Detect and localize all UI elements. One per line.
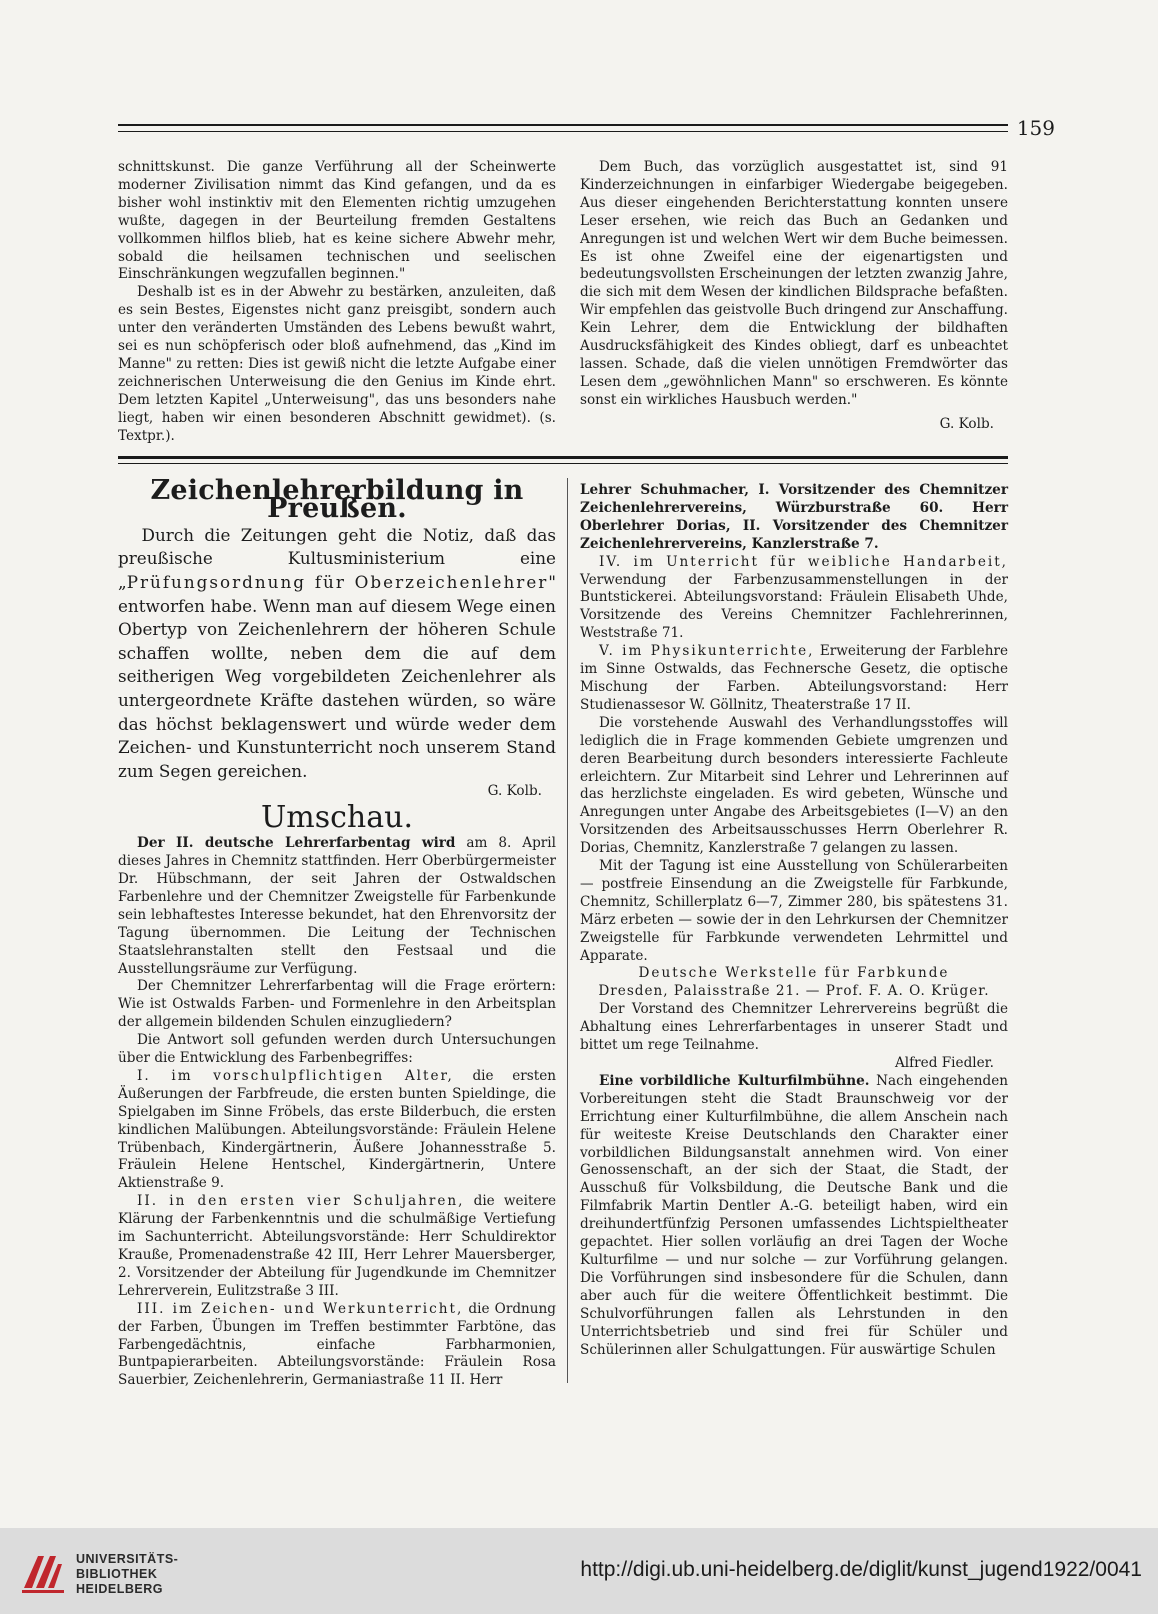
signature: G. Kolb. <box>487 783 542 800</box>
paragraph: Dem Buch, das vorzüglich ausgestattet ist, sind 91 Kinderzeichnungen in einfarbiger Wiedergabe beigegeben. Aus dieser eingehenden Berichterstattung konnten unsere Leser ersehen, wie reich das Buch an Gedanken und Anregungen ist und welchen Wert wir dem Buche beimessen. Es ist ohne Zweifel eine der eigenartigsten und bedeutungsvollsten Erscheinungen der letzten zwanzig Jahre, die sich mit dem Wesen der kindlichen Bildsprache befaßten. Wir empfehlen das geistvolle Buch dringend zur Anschaffung. Kein Lehrer, dem die Entwicklung der bildhaften Ausdrucksfähigkeit des Kindes obliegt, darf es unbeachtet lassen. Schade, daß die vielen unnötigen Fremdwörter das Lesen dem „gewöhnlichen Mann" so erschweren. Es könnte sonst ein wirkliches Hausbuch werden." <box>580 159 1008 408</box>
paragraph: Die Antwort soll gefunden werden durch Untersuchungen über die Entwicklung des Farbenbegriffes: <box>118 1032 556 1067</box>
paragraph: Die vorstehende Auswahl des Verhandlungsstoffes will lediglich die in Frage kommenden Gebiete umgrenzen und deren Bearbeitung durch besonders interessierte Fachleute erleichtern. Zur Mitarbeit sind Lehrer und Lehrerinnen auf das herzlichste eingeladen. Es wird gebeten, Wünsche und Anregungen unter Angabe des Arbeitsgebietes (I—V) an den Vorsitzenden des Arbeitsausschusses Herrn Oberlehrer R. Dorias, Chemnitz, Kanzlerstraße 7 gelangen zu lassen. <box>580 714 1008 857</box>
paragraph: Deshalb ist es in der Abwehr zu bestärken, anzuleiten, daß es sein Bestes, Eigenstes nicht ganz preisgibt, sondern auch unter den veränderten Umständen des Lebens bewußt wahrt, sei es nun schöpferisch oder bloß aufnehmend, das „Kind im Manne" zu retten: Dies ist gewiß nicht die letzte Aufgabe einer zeichnerischen Unterweisung die den Genius im Kinde ehrt. Dem letzten Kapitel „Unterweisung", das uns besonders nahe liegt, haben wir einen besonderen Abschnitt gewidmet). (s. Textpr.). <box>118 284 556 444</box>
header-rule-bottom <box>118 131 1008 132</box>
section-heading: Umschau. <box>261 800 413 836</box>
library-footer <box>0 1528 1158 1614</box>
paragraph: Durch die Zeitungen geht die Notiz, daß das preußische Kultusministerium eine „Prüfungsordnung für Oberzeichenlehrer" entworfen habe. Wenn man auf diesem Wege einen Obertyp von Zeichenlehrern der höheren Schule schaffen wollte, neben dem die auf dem seitherigen Weg vorgebildeten Zeichenlehrer als untergeordnete Kräfte dastehen würden, so wäre das höchst beklagenswert und würde weder dem Zeichen- und Kunstunterricht noch unserem Stand zum Segen gereichen. <box>118 524 556 781</box>
list-item: IV. im Unterricht für weibliche Handarbeit, Verwendung der Farbenzusammenstellungen in der Buntstickerei. Abteilungsvorstand: Fräulein Elisabeth Uhde, Vorsitzende des Vereins Chemnitzer Fachlehrerinnen, Weststraße 71. <box>580 553 1008 642</box>
header-rule-top <box>118 124 1008 126</box>
list-item: I. im vorschulpflichtigen Alter, die ersten Äußerungen der Farbfreude, die ersten bunten Spieldinge, die Spielgaben im Sinne Fröbels, das erste Bilderbuch, die ersten kindlichen Malübungen. Abteilungsvorstände: Fräulein Helene Trübenbach, Kindergärtnerin, Äußere Johannesstraße 5. Fräulein Helene Hentschel, Kindergärtnerin, Untere Aktienstraße 9. <box>118 1067 556 1192</box>
right-lower-column <box>580 482 1008 1359</box>
paragraph: schnittskunst. Die ganze Verführung all der Scheinwerte moderner Zivilisation nimmt das Kind gefangen, und da es bisher wohl instinktiv mit den Elementen richtig umzugehen wußte, dagegen in der Beurteilung fremden Gestaltens vollkommen hilflos blieb, hat es keine sichere Abwehr mehr, sobald die heilsamen technischen und seelischen Einschränkungen wegzufallen beginnen." <box>118 159 556 283</box>
library-name: UNIVERSITÄTS- BIBLIOTHEK HEIDELBERG <box>76 1552 179 1596</box>
paragraph: Eine vorbildliche Kulturfilmbühne. Nach eingehenden Vorbereitungen steht die Stadt Braunschweig vor der Errichtung einer Kulturfilmbühne, die allem Anschein nach für weiteste Kreise Deutschlands den Charakter einer vorbildlichen Bildungsanstalt annehmen wird. Von einer Genossenschaft, an der sich der Staat, die Stadt, der Ausschuß für Volksbildung, die Deutsche Bank und die Filmfabrik Martin Dentler A.-G. beteiligt haben, wird ein dreihundertfünfzig Personen umfassendes Lichtspieltheater gepachtet. Hier sollen vorläufig an drei Tagen der Woche Kulturfilme — und nur solche — zur Vorführung gelangen. Die Vorführungen sind insbesondere für die Schulen, dann aber auch für die weitere Öffentlichkeit bestimmt. Die Schulvorführungen fallen als Lehrstunden in den Unterrichtsbetrieb und sind frei für Schüler und Schülerinnen aller Schulgattungen. Für auswärtige Schulen <box>580 1072 1008 1358</box>
source-url-link[interactable]: http://digi.ub.uni-heidelberg.de/diglit/kunst_jugend1922/0041 <box>580 1558 1142 1581</box>
paragraph: Der II. deutsche Lehrerfarbentag wird am 8. April dieses Jahres in Chemnitz stattfinden. Herr Oberbürgermeister Dr. Hübschmann, der seit Jahren der Ostwaldschen Farbenlehre und der Chemnitzer Zweigstelle für Farbenkunde sein lebhaftestes Interesse bekundet, hat den Ehrenvorsitz der Tagung übernommen. Die Leitung der Technischen Staatslehranstalten stellt den Festsaal und die Ausstellungsräume zur Verfügung. <box>118 835 556 977</box>
top-left-column <box>118 159 556 446</box>
signature: G. Kolb. <box>939 415 994 432</box>
library-logo-icon <box>18 1548 68 1596</box>
top-right-column <box>580 159 1008 434</box>
paragraph: Der Vorstand des Chemnitzer Lehrervereins begrüßt die Abhaltung eines Lehrerfarbentages in unserer Stadt und bittet um rege Teilnahme. <box>580 1001 1008 1054</box>
column-divider <box>567 478 568 1383</box>
paragraph: Lehrer Schuhmacher, I. Vorsitzender des Chemnitzer Zeichenlehrervereins, Würzburstraße 60. Herr Oberlehrer Dorias, II. Vorsitzender des Chemnitzer Zeichenlehrervereins, Kanzlerstraße 7. <box>580 482 1008 552</box>
list-item: II. in den ersten vier Schuljahren, die weitere Klärung der Farbenkenntnis und die schulmäßige Vertiefung im Sachunterricht. Abteilungsvorstände: Herr Schuldirektor Krauße, Promenadenstraße 42 III, Herr Lehrer Mauersberger, 2. Vorsitzender der Abteilung für Jugendkunde im Chemnitzer Lehrerverein, Eulitzstraße 3 III. <box>118 1193 556 1299</box>
section-rule-top <box>118 456 1008 459</box>
organization-address: Dresden, Palaisstraße 21. — Prof. F. A. O. Krüger. <box>598 983 990 1000</box>
signature: Alfred Fiedler. <box>894 1055 994 1071</box>
organization-name: Deutsche Werkstelle für Farbkunde <box>638 965 950 982</box>
paragraph: Der Chemnitzer Lehrerfarbentag will die Frage erörtern: Wie ist Ostwalds Farben- und Formenlehre in den Arbeitsplan der allgemein bildenden Schulen einzugliedern? <box>118 978 556 1031</box>
section-rule-bottom <box>118 463 1008 464</box>
list-item: III. im Zeichen- und Werkunterricht, die Ordnung der Farben, Übungen im Treffen bestimmter Farbtöne, das Farbengedächtnis, einfache Farbharmonien, Buntpapierarbeiten. Abteilungsvorstände: Fräulein Rosa Sauerbier, Zeichenlehrerin, Germaniastraße 11 II. Herr <box>118 1300 556 1389</box>
paragraph: Mit der Tagung ist eine Ausstellung von Schülerarbeiten — postfreie Einsendung an die Zweigstelle für Farbkunde, Chemnitz, Schillerplatz 6—7, Zimmer 280, bis spätestens 31. März erbeten — sowie der in den Lehrkursen der Chemnitzer Zweigstelle für Farbkunde verwendeten Lehrmittel und Apparate. <box>580 858 1008 964</box>
article-heading: Zeichenlehrerbildung in Preußen. <box>150 475 524 524</box>
left-lower-column <box>118 475 556 1390</box>
list-item: V. im Physikunterrichte, Erweiterung der Farblehre im Sinne Ostwalds, das Fechnersche Gesetz, die optische Mischung der Farben. Abteilungsvorstand: Herr Studienassesor W. Göllnitz, Theaterstraße 17 II. <box>580 643 1008 713</box>
page-number: 159 <box>1016 116 1055 140</box>
